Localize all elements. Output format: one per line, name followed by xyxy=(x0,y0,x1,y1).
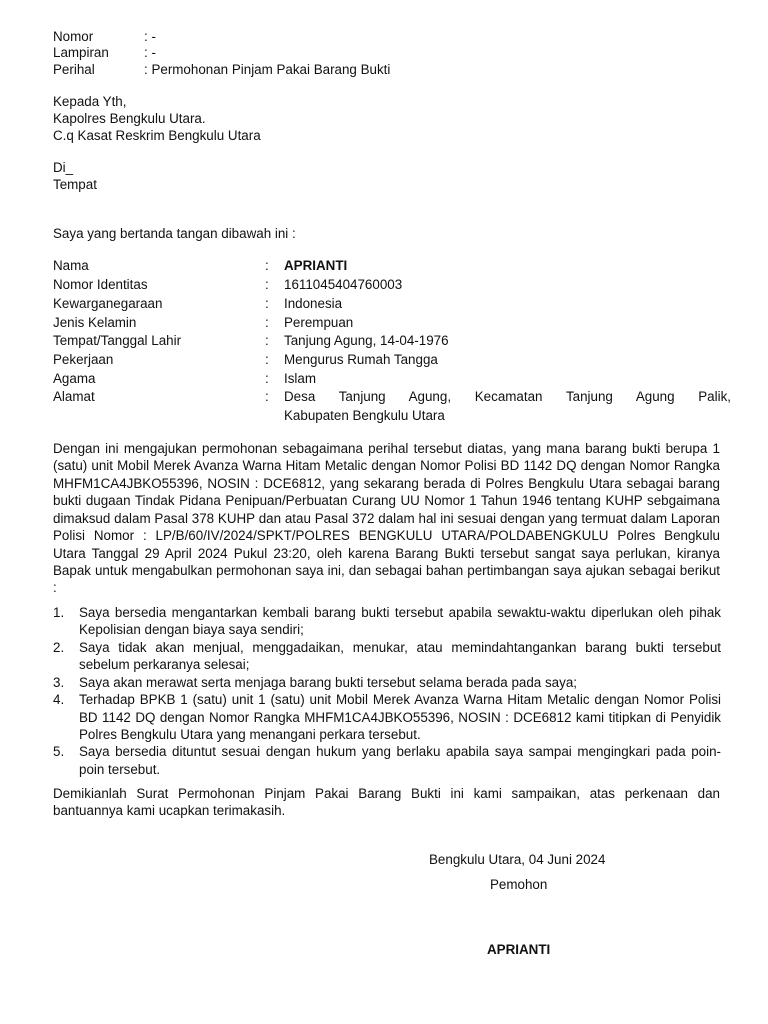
identity-label: Tempat/Tanggal Lahir xyxy=(53,333,182,348)
identity-label: Nama xyxy=(53,258,89,273)
header-label: Lampiran xyxy=(53,45,109,60)
list-item xyxy=(53,674,721,691)
header-value: : - xyxy=(144,45,156,60)
recipient-line: C.q Kasat Reskrim Bengkulu Utara xyxy=(53,128,261,143)
header-label: Nomor xyxy=(53,29,94,44)
list-item-number: 1. xyxy=(53,605,65,620)
header-value: : Permohonan Pinjam Pakai Barang Bukti xyxy=(144,62,391,77)
identity-label: Kewarganegaraan xyxy=(53,296,163,311)
identity-label: Agama xyxy=(53,371,96,386)
identity-value: Islam xyxy=(284,371,316,386)
signature-name: APRIANTI xyxy=(487,942,551,957)
list-item-text: Saya akan merawat serta menjaga barang bukti tersebut selama berada pada saya; xyxy=(79,674,577,690)
header-value: : - xyxy=(144,29,156,44)
identity-value: Indonesia xyxy=(284,296,343,311)
identity-colon: : xyxy=(265,296,269,311)
intro-text: Saya yang bertanda tangan dibawah ini : xyxy=(53,226,296,241)
list-item xyxy=(53,691,721,743)
identity-label: Jenis Kelamin xyxy=(53,315,137,330)
signature-role: Pemohon xyxy=(490,877,548,892)
list-item-number: 5. xyxy=(53,744,65,760)
list-item-text: Saya bersedia mengantarkan kembali barang bukti tersebut apabila sewaktu-waktu diperlukan oleh pihak Kepolisian dengan biaya saya sendiri; xyxy=(79,605,721,638)
identity-label: Pekerjaan xyxy=(53,352,114,367)
closing-paragraph: Demikianlah Surat Permohonan Pinjam Pakai Barang Bukti ini kami sampaikan, atas perkenaan dan bantuannya kami ucapkan terimakasih. xyxy=(53,786,720,819)
signature-place-date: Bengkulu Utara, 04 Juni 2024 xyxy=(429,852,606,867)
recipient-di: Di_ xyxy=(53,160,74,175)
identity-label: Nomor Identitas xyxy=(53,277,148,292)
list-item-number: 3. xyxy=(53,674,65,690)
points-list xyxy=(53,604,721,778)
identity-colon: : xyxy=(265,333,269,348)
recipient-place: Tempat xyxy=(53,177,97,192)
list-item-number: 2. xyxy=(53,639,65,655)
identity-label: Alamat xyxy=(53,389,95,404)
identity-colon: : xyxy=(265,389,269,404)
list-item-text: Saya tidak akan menjual, menggadaikan, menukar, atau memindahtangankan barang bukti tersebut sebelum perkaranya selesai; xyxy=(79,639,721,673)
header-label: Perihal xyxy=(53,62,95,77)
identity-value: 1611045404760003 xyxy=(284,277,403,292)
identity-colon: : xyxy=(265,258,269,273)
identity-value-address-line2: Kabupaten Bengkulu Utara xyxy=(284,408,445,423)
identity-colon: : xyxy=(265,371,269,386)
identity-colon: : xyxy=(265,352,269,367)
identity-value: APRIANTI xyxy=(284,258,348,273)
identity-value-address-line1: Desa Tanjung Agung, Kecamatan Tanjung Agung Palik, xyxy=(284,389,731,404)
identity-value: Tanjung Agung, 14-04-1976 xyxy=(284,333,449,348)
identity-value: Mengurus Rumah Tangga xyxy=(284,352,438,367)
body-paragraph: Dengan ini mengajukan permohonan sebagaimana perihal tersebut diatas, yang mana barang bukti berupa 1 (satu) unit Mobil Merek Avanza Warna Hitam Metalic dengan Nomor Polisi BD 1142 DQ dengan Nomor Rangka MHFM1CA4JBKO55396, NOSIN : DCE6812, yang sekarang berada di Polres Bengkulu Utara sebagai barang bukti dugaan Tindak Pidana Penipuan/Perbuatan Curang UU Nomor 1 Tahun 1946 tentang KUHP sebgaimana dimaksud dalam Pasal 378 KUHP dan atau Pasal 372 dalam hal ini sesuai dengan yang termuat dalam Laporan Polisi Nomor : LP/B/60/IV/2024/SPKT/POLRES BENGKULU UTARA/POLDABENGKULU Polres Bengkulu Utara Tanggal 29 April 2024 Pukul 23:20, oleh karena Barang Bukti tersebut sangat saya perlukan, kiranya Bapak untuk mengabulkan permohonan saya ini, dan sebagai bahan pertimbangan saya ajukan sebagai berikut : xyxy=(53,441,720,596)
identity-colon: : xyxy=(265,277,269,292)
list-item xyxy=(53,743,721,778)
list-item-number: 4. xyxy=(53,692,65,708)
recipient-line: Kepada Yth, xyxy=(53,94,127,109)
list-item xyxy=(53,639,721,674)
list-item-text: Terhadap BPKB 1 (satu) unit 1 (satu) unit Mobil Merek Avanza Warna Hitam Metalic dengan Nomor Polisi BD 1142 DQ dengan Nomor Rangka MHFM1CA4JBKO55396, NOSIN : DCE6812 kami titipkan di Penyidik Polres Bengkulu Utara yang menangani perkara tersebut. xyxy=(79,692,721,742)
list-item-text: Saya bersedia dituntut sesuai dengan hukum yang berlaku apabila saya sampai mengingkari pada poin-poin tersebut. xyxy=(79,744,721,777)
identity-value: Perempuan xyxy=(284,315,354,330)
recipient-line: Kapolres Bengkulu Utara. xyxy=(53,111,206,126)
list-item xyxy=(53,604,721,639)
identity-colon: : xyxy=(265,315,269,330)
